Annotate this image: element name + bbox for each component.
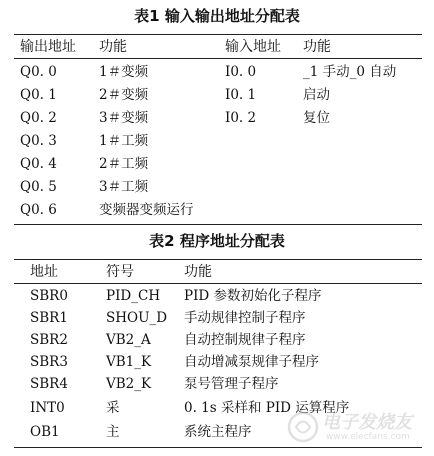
table1-output-address: Q0. 5 — [20, 179, 57, 195]
table2-symbol: 采 — [106, 400, 120, 416]
table1-output-address: Q0. 4 — [20, 156, 57, 172]
table2-address: SBR3 — [30, 354, 68, 370]
table1-header-rule — [14, 58, 422, 59]
table1-input-address: I0. 0 — [225, 64, 257, 80]
table1-input-address: I0. 2 — [225, 110, 257, 126]
table2-header-rule — [14, 283, 422, 284]
table1-output-address: Q0. 2 — [20, 110, 57, 126]
table1-output-function: 2＃变频 — [99, 87, 149, 103]
table2-address: SBR4 — [30, 376, 68, 392]
table2-function: 泵号管理子程序 — [184, 376, 279, 392]
table1-input-function: 复位 — [303, 110, 330, 126]
table2-header-symbol: 符号 — [106, 264, 134, 280]
table2-function: 自动增减泵规律子程序 — [184, 354, 319, 370]
table1-output-function: 3＃工频 — [99, 179, 149, 195]
table1-input-address: I0. 1 — [225, 87, 257, 103]
table1-header-input-function: 功能 — [303, 39, 331, 55]
table2-address: SBR2 — [30, 332, 68, 348]
table2-symbol: VB2_A — [106, 332, 151, 348]
table2-address: SBR0 — [30, 288, 68, 304]
table1-output-function: 1＃工频 — [99, 133, 149, 149]
table2-top-rule — [14, 259, 422, 260]
table2-caption: 表2 程序地址分配表 — [149, 232, 285, 250]
table2-address: SBR1 — [30, 310, 68, 326]
table1-input-function: _1 手动_0 自动 — [303, 64, 397, 80]
table1-output-address: Q0. 3 — [20, 133, 57, 149]
table1-caption: 表1 输入输出地址分配表 — [134, 7, 300, 25]
watermark-sub-text: www.elecfans.com — [326, 432, 410, 442]
table1-output-function: 变频器变频运行 — [99, 202, 194, 218]
table2-header-address: 地址 — [30, 264, 58, 280]
table2-symbol: 主 — [106, 424, 120, 440]
table2-function: 系统主程序 — [184, 424, 252, 440]
watermark — [286, 406, 426, 450]
table2-symbol: PID_CH — [106, 288, 161, 304]
table1-output-function: 1＃变频 — [99, 64, 149, 80]
table1-output-address: Q0. 0 — [20, 64, 57, 80]
table1-output-address: Q0. 1 — [20, 87, 57, 103]
table1-output-function: 3＃变频 — [99, 110, 149, 126]
table2-function: 手动规律控制子程序 — [184, 310, 306, 326]
table2-symbol: SHOU_D — [106, 310, 168, 326]
table2-function: 自动控制规律子程序 — [184, 332, 306, 348]
watermark-logo-icon — [286, 410, 320, 444]
table2-function: PID 参数初始化子程序 — [184, 288, 322, 304]
table1-output-address: Q0. 6 — [20, 202, 57, 218]
table1-input-function: 启动 — [303, 87, 330, 103]
table1-header-output-address: 输出地址 — [20, 39, 76, 55]
table2-header-function: 功能 — [184, 264, 212, 280]
table1-bottom-rule — [14, 224, 422, 225]
table2-address: INT0 — [30, 400, 65, 416]
table1-header-input-address: 输入地址 — [225, 39, 281, 55]
table2-function: 0. 1s 采样和 PID 运算程序 — [184, 400, 350, 416]
table2-address: OB1 — [30, 424, 60, 440]
table1-header-output-function: 功能 — [99, 39, 127, 55]
watermark-main-text: 电子发烧友 — [322, 412, 412, 433]
table2-symbol: VB1_K — [106, 354, 152, 370]
table1-output-function: 2＃工频 — [99, 156, 149, 172]
table2-symbol: VB2_K — [106, 376, 152, 392]
table1-top-rule — [14, 34, 422, 35]
